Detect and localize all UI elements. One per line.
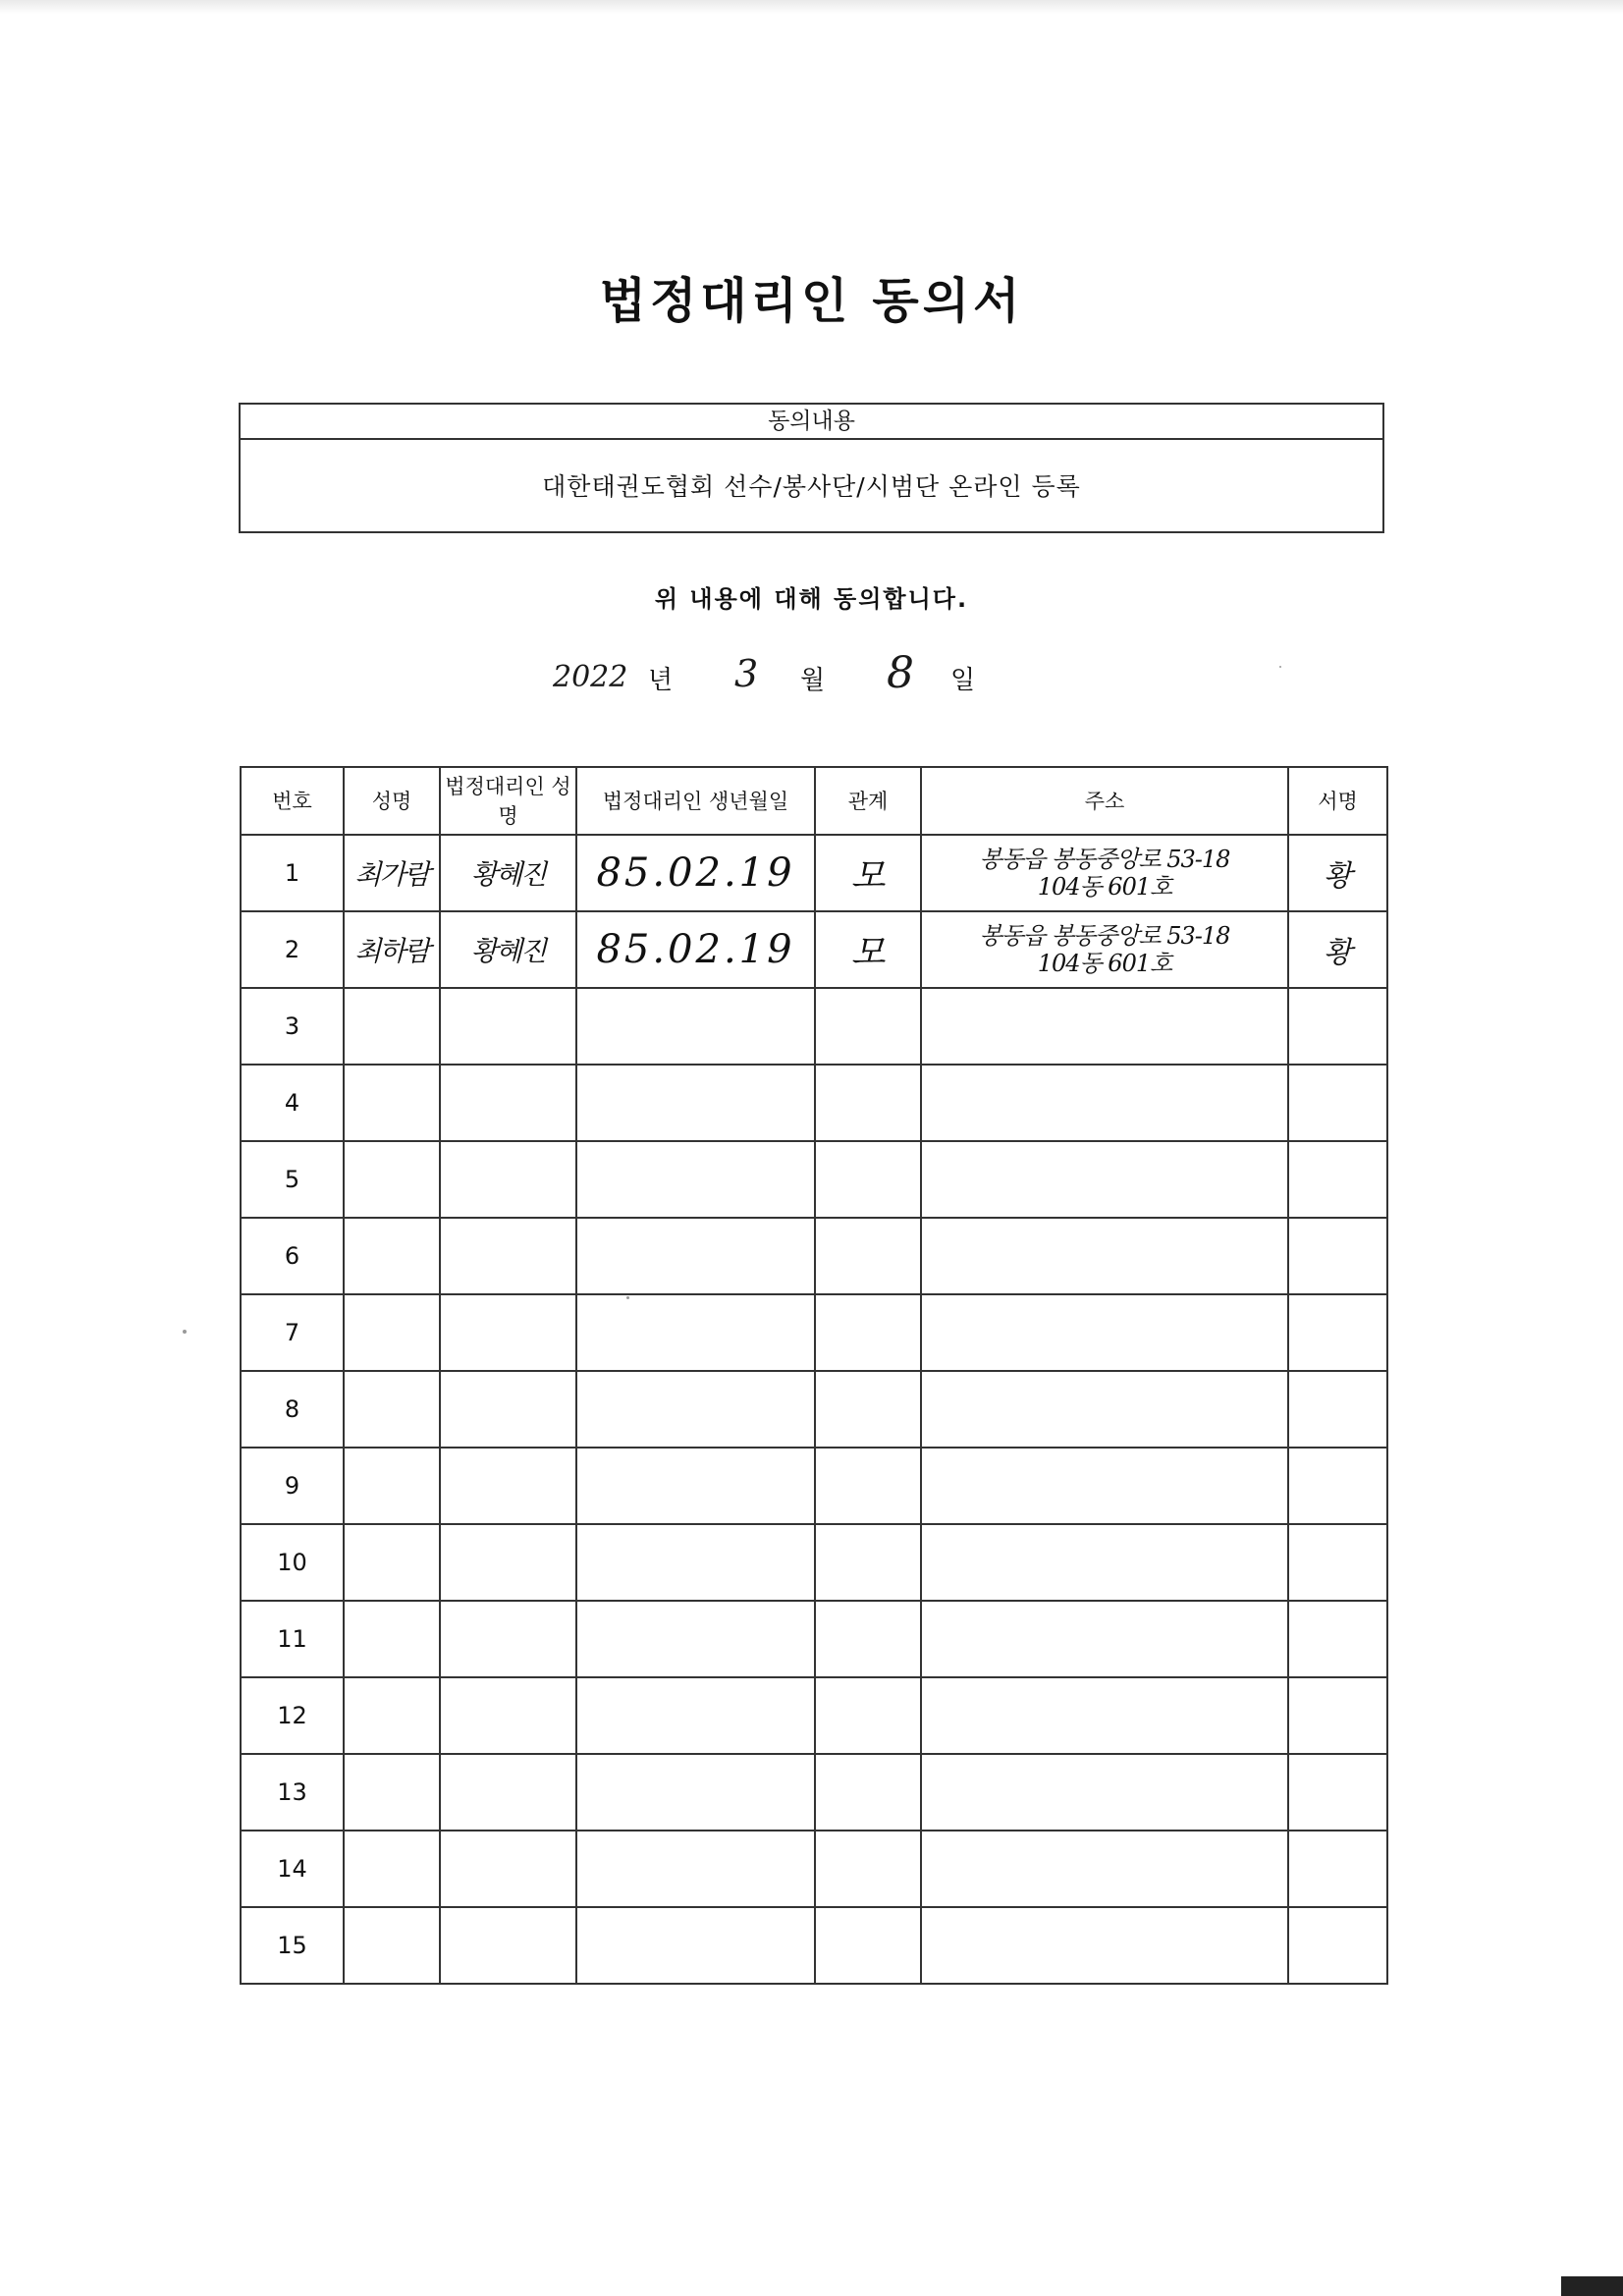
cell-signature xyxy=(1288,1754,1387,1831)
cell-name xyxy=(344,1601,440,1677)
date-year: 2022 xyxy=(553,660,628,694)
cell-address xyxy=(921,1524,1288,1601)
table-row xyxy=(241,988,1387,1065)
cell-no-text: 10 xyxy=(277,1549,307,1576)
table-row xyxy=(241,1831,1387,1907)
cell-relation xyxy=(815,1218,921,1294)
cell-signature xyxy=(1288,988,1387,1065)
agreement-statement: 위 내용에 대해 동의합니다. xyxy=(654,585,969,613)
cell-no-text: 13 xyxy=(277,1778,307,1806)
cell-guardian-name xyxy=(440,1141,576,1218)
cell-guardian-birth xyxy=(576,1524,815,1601)
cell-relation xyxy=(815,1448,921,1524)
cell-relation-text: 모 xyxy=(850,855,886,897)
cell-name xyxy=(344,911,440,988)
header-name: 성명 xyxy=(344,767,440,835)
cell-signature xyxy=(1288,1294,1387,1371)
header-signature: 서명 xyxy=(1288,767,1387,835)
table-row xyxy=(241,1065,1387,1141)
header-address: 주소 xyxy=(921,767,1288,835)
address-line2: 104동 601호 xyxy=(1037,873,1172,901)
cell-address xyxy=(921,835,1288,911)
cell-address xyxy=(921,988,1288,1065)
table-row xyxy=(241,1754,1387,1831)
cell-no xyxy=(241,1141,344,1218)
table-row xyxy=(241,1601,1387,1677)
cell-guardian-name xyxy=(440,911,576,988)
table-row xyxy=(241,1218,1387,1294)
cell-guardian-name xyxy=(440,1677,576,1754)
table-row xyxy=(241,1294,1387,1371)
cell-no xyxy=(241,1448,344,1524)
header-no: 번호 xyxy=(241,767,344,835)
consent-content: 대한태권도협회 선수/봉사단/시범단 온라인 등록 xyxy=(542,472,1081,501)
cell-name xyxy=(344,1218,440,1294)
cell-name xyxy=(344,1371,440,1448)
cell-relation xyxy=(815,1907,921,1984)
cell-name-text: 최가람 xyxy=(354,858,429,891)
date-day-label: 일 xyxy=(950,666,976,695)
cell-name xyxy=(344,988,440,1065)
cell-relation-text: 모 xyxy=(850,932,886,973)
cell-guardian-birth xyxy=(576,1294,815,1371)
cell-no xyxy=(241,1218,344,1294)
cell-name xyxy=(344,1448,440,1524)
cell-name xyxy=(344,1754,440,1831)
cell-relation xyxy=(815,1294,921,1371)
cell-guardian-name xyxy=(440,1065,576,1141)
cell-signature xyxy=(1288,1524,1387,1601)
cell-signature-text: 황 xyxy=(1324,859,1352,894)
cell-signature xyxy=(1288,1601,1387,1677)
cell-guardian-birth xyxy=(576,988,815,1065)
table-body xyxy=(241,835,1387,1984)
cell-guardian-birth xyxy=(576,1677,815,1754)
header-relation: 관계 xyxy=(815,767,921,835)
cell-no xyxy=(241,911,344,988)
table-row xyxy=(241,1371,1387,1448)
cell-guardian-name xyxy=(440,1524,576,1601)
cell-guardian-birth xyxy=(576,1831,815,1907)
table-row xyxy=(241,911,1387,988)
cell-signature xyxy=(1288,1218,1387,1294)
cell-signature xyxy=(1288,1065,1387,1141)
cell-name xyxy=(344,1907,440,1984)
scan-edge xyxy=(0,0,1623,14)
cell-name xyxy=(344,1831,440,1907)
address-text xyxy=(922,846,1287,901)
date-year-label: 년 xyxy=(648,666,674,695)
cell-relation xyxy=(815,988,921,1065)
cell-guardian-name xyxy=(440,1448,576,1524)
cell-guardian-birth xyxy=(576,1218,815,1294)
cell-relation xyxy=(815,1601,921,1677)
cell-no xyxy=(241,1371,344,1448)
cell-address xyxy=(921,1065,1288,1141)
cell-guardian-birth-text: 85.02.19 xyxy=(596,927,795,972)
cell-guardian-name xyxy=(440,1218,576,1294)
cell-no xyxy=(241,1601,344,1677)
cell-no-text: 5 xyxy=(284,1166,300,1193)
cell-address xyxy=(921,1448,1288,1524)
cell-relation xyxy=(815,1141,921,1218)
address-text xyxy=(922,922,1287,977)
cell-guardian-birth xyxy=(576,1371,815,1448)
cell-no xyxy=(241,835,344,911)
registration-table xyxy=(240,766,1388,1985)
cell-name xyxy=(344,1677,440,1754)
cell-relation xyxy=(815,1831,921,1907)
cell-guardian-name xyxy=(440,1831,576,1907)
cell-guardian-birth xyxy=(576,1754,815,1831)
cell-signature-text: 황 xyxy=(1324,936,1352,970)
cell-address xyxy=(921,1677,1288,1754)
cell-address xyxy=(921,1141,1288,1218)
date-day: 8 xyxy=(887,648,914,698)
cell-relation xyxy=(815,1371,921,1448)
cell-relation xyxy=(815,1677,921,1754)
cell-no-text: 15 xyxy=(277,1932,307,1959)
cell-no xyxy=(241,1677,344,1754)
scan-mark xyxy=(1561,2276,1623,2296)
cell-no xyxy=(241,1524,344,1601)
table-row xyxy=(241,1141,1387,1218)
scan-speck xyxy=(183,1330,187,1334)
cell-guardian-birth xyxy=(576,1141,815,1218)
cell-name xyxy=(344,1524,440,1601)
cell-address xyxy=(921,911,1288,988)
cell-relation xyxy=(815,1754,921,1831)
cell-no xyxy=(241,1754,344,1831)
cell-no-text: 6 xyxy=(284,1242,300,1270)
cell-address xyxy=(921,1907,1288,1984)
cell-guardian-name xyxy=(440,1907,576,1984)
cell-name-text: 최하람 xyxy=(354,935,429,967)
cell-signature xyxy=(1288,1371,1387,1448)
cell-no-text: 1 xyxy=(284,859,300,887)
table-row xyxy=(241,1677,1387,1754)
cell-signature xyxy=(1288,911,1387,988)
cell-no xyxy=(241,988,344,1065)
table-header-row xyxy=(241,767,1387,835)
cell-guardian-name xyxy=(440,1294,576,1371)
cell-guardian-birth xyxy=(576,1907,815,1984)
cell-relation xyxy=(815,835,921,911)
cell-no xyxy=(241,1294,344,1371)
cell-name xyxy=(344,1294,440,1371)
cell-no-text: 12 xyxy=(277,1702,307,1729)
cell-relation xyxy=(815,1065,921,1141)
cell-signature xyxy=(1288,835,1387,911)
cell-guardian-name xyxy=(440,1371,576,1448)
cell-guardian-name xyxy=(440,835,576,911)
cell-signature xyxy=(1288,1448,1387,1524)
cell-no-text: 7 xyxy=(284,1319,300,1346)
cell-name xyxy=(344,1065,440,1141)
cell-name xyxy=(344,835,440,911)
document-title: 법정대리인 동의서 xyxy=(599,273,1024,329)
cell-address xyxy=(921,1601,1288,1677)
cell-no-text: 8 xyxy=(284,1395,300,1423)
header-guardian-name: 법정대리인 성명 xyxy=(440,767,576,835)
scan-speck xyxy=(1279,666,1281,668)
consent-header: 동의내용 xyxy=(241,405,1382,440)
scan-speck xyxy=(626,1296,629,1299)
cell-guardian-name-text: 황혜진 xyxy=(470,858,546,891)
cell-guardian-birth xyxy=(576,911,815,988)
address-line1: 봉동읍 봉동중앙로 53-18 xyxy=(979,922,1230,950)
table-row xyxy=(241,1524,1387,1601)
cell-signature xyxy=(1288,1141,1387,1218)
cell-no xyxy=(241,1831,344,1907)
cell-guardian-name xyxy=(440,1601,576,1677)
cell-no-text: 3 xyxy=(284,1012,300,1040)
date-month-label: 월 xyxy=(800,666,826,695)
table-row xyxy=(241,835,1387,911)
cell-guardian-birth xyxy=(576,1065,815,1141)
consent-box xyxy=(239,403,1384,533)
cell-name xyxy=(344,1141,440,1218)
cell-no-text: 9 xyxy=(284,1472,300,1500)
table-row xyxy=(241,1907,1387,1984)
cell-guardian-name xyxy=(440,1754,576,1831)
cell-signature xyxy=(1288,1677,1387,1754)
cell-relation xyxy=(815,911,921,988)
cell-no-text: 4 xyxy=(284,1089,300,1117)
cell-address xyxy=(921,1754,1288,1831)
cell-relation xyxy=(815,1524,921,1601)
cell-guardian-birth xyxy=(576,835,815,911)
cell-address xyxy=(921,1218,1288,1294)
cell-signature xyxy=(1288,1831,1387,1907)
cell-signature xyxy=(1288,1907,1387,1984)
header-guardian-birth: 법정대리인 생년월일 xyxy=(576,767,815,835)
cell-address xyxy=(921,1294,1288,1371)
cell-guardian-name xyxy=(440,988,576,1065)
cell-guardian-name-text: 황혜진 xyxy=(470,935,546,967)
cell-guardian-birth xyxy=(576,1448,815,1524)
cell-no-text: 2 xyxy=(284,936,300,963)
cell-no xyxy=(241,1907,344,1984)
date-month: 3 xyxy=(734,652,759,695)
cell-guardian-birth-text: 85.02.19 xyxy=(596,850,795,896)
cell-address xyxy=(921,1371,1288,1448)
address-line2: 104동 601호 xyxy=(1037,950,1172,977)
cell-address xyxy=(921,1831,1288,1907)
cell-no-text: 11 xyxy=(277,1625,307,1653)
cell-no-text: 14 xyxy=(277,1855,307,1883)
cell-no xyxy=(241,1065,344,1141)
table-row xyxy=(241,1448,1387,1524)
address-line1: 봉동읍 봉동중앙로 53-18 xyxy=(979,846,1230,873)
cell-guardian-birth xyxy=(576,1601,815,1677)
